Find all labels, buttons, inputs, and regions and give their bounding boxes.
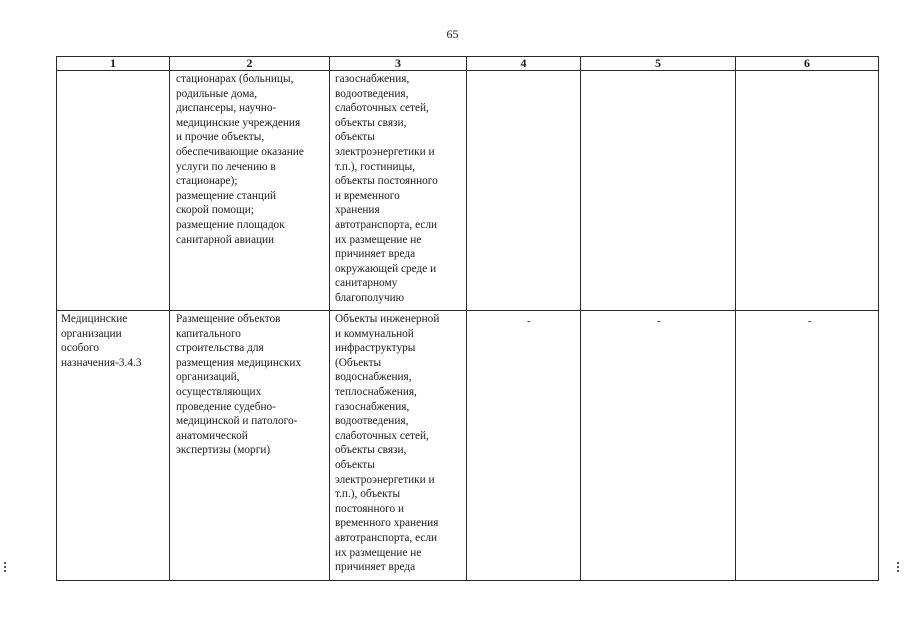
table-header-row	[57, 57, 879, 71]
cell-text-auxiliary-uses: Объекты инженерной и коммунальной инфраструктуры (Объекты водоснабжения, теплоснабжения, газоснабжения, водоотведения, слаботочных сетей, объекты связи, объекты электроэнергетики и т.п.), объекты постоянного и временного хранения автотранспорта, если их размещение не причиняет вреда	[335, 313, 440, 574]
table-cell	[330, 311, 467, 581]
table-cell	[170, 71, 330, 311]
table-cell	[736, 311, 879, 581]
cell-text-land-use-name: Медицинские организации особого назначения-3.4.3	[61, 313, 142, 369]
scan-margin-mark-left	[4, 562, 7, 576]
cell-text-col6: -	[808, 315, 812, 327]
column-header-4: 4	[467, 57, 581, 71]
page-number: 65	[446, 27, 459, 41]
table-cell	[330, 71, 467, 311]
cell-text-col5: -	[657, 315, 661, 327]
land-use-table	[56, 56, 879, 581]
cell-text-land-use-name	[57, 71, 169, 72]
table-cell	[170, 311, 330, 581]
cell-text-col6	[736, 71, 878, 72]
table-cell	[736, 71, 879, 311]
cell-text-col4	[467, 71, 580, 72]
column-header-6: 6	[736, 57, 879, 71]
cell-text-col4: -	[527, 315, 531, 327]
table-row	[57, 71, 879, 311]
cell-text-col5	[581, 71, 735, 72]
cell-text-auxiliary-uses: газоснабжения, водоотведения, слаботочных сетей, объекты связи, объекты электроэнергетики и т.п.), гостиницы, объекты постоянного и временного хранения автотранспорта, если их размещение не причиняет вреда окружающей среде и санитарному благополучию	[335, 73, 438, 304]
table-cell	[57, 311, 170, 581]
cell-text-description: Размещение объектов капитального строительства для размещения медицинских организаций, осуществляющих проведение судебно- медицинской и патолого- анатомической экспертизы (морги)	[176, 313, 302, 457]
column-header-5: 5	[581, 57, 736, 71]
column-header-3: 3	[330, 57, 467, 71]
table-cell	[581, 311, 736, 581]
scan-margin-mark-right	[897, 562, 900, 576]
column-header-2: 2	[170, 57, 330, 71]
table-cell	[467, 71, 581, 311]
table-cell	[581, 71, 736, 311]
cell-text-description: стационарах (больницы, родильные дома, диспансеры, научно- медицинские учреждения и прочие объекты, обеспечивающие оказание услуги по лечению в стационаре); размещение станций скорой помощи; размещение площадок санитарной авиации	[176, 73, 304, 246]
column-header-1: 1	[57, 57, 170, 71]
table-cell	[467, 311, 581, 581]
table-row	[57, 311, 879, 581]
table-cell	[57, 71, 170, 311]
